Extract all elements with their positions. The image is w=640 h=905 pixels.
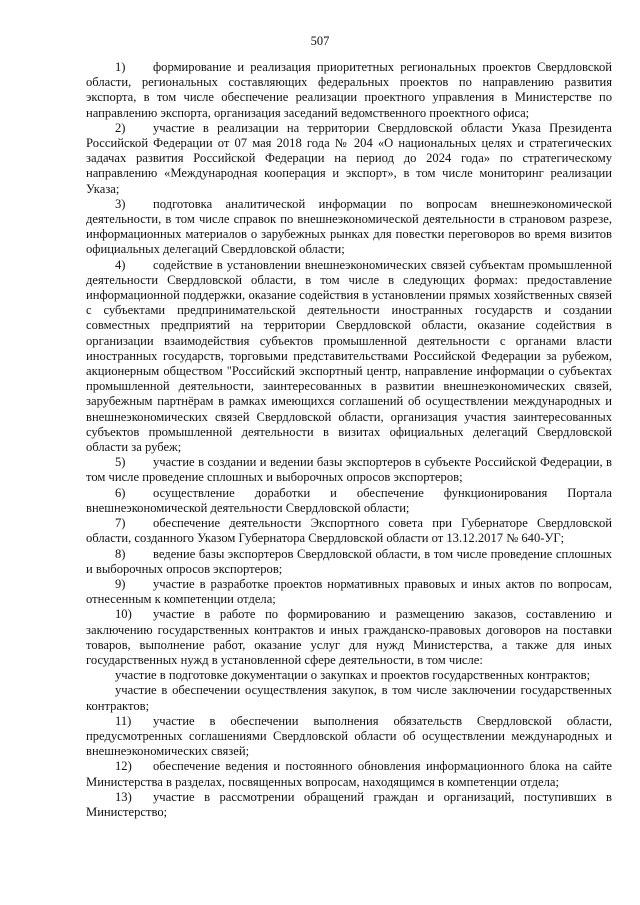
paragraph-13 bbox=[86, 790, 612, 820]
paragraph-9 bbox=[86, 577, 612, 607]
item-number: 11) bbox=[115, 713, 132, 728]
item-number: 4) bbox=[115, 257, 126, 272]
paragraph-text: подготовка аналитической информации по вопросам внешнеэкономической деятельности, в том числе справок по внешнеэкономической деятельности в страновом разрезе, информационных материалов о зарубежных рынках для повестки переговоров во время визитов официальных делегаций Свердловской области; bbox=[86, 196, 612, 257]
paragraph-text: обеспечение деятельности Экспортного совета при Губернаторе Свердловской области, созданного Указом Губернатора Свердловской области от 13.12.2017 № 640-УГ; bbox=[86, 516, 612, 546]
item-number: 10) bbox=[115, 607, 132, 622]
paragraph-text: участие в реализации на территории Свердловской области Указа Президента Российской Федерации от 07 мая 2018 года № 204 «О национальных целях и стратегических задачах развития Российской Федерации на период до 2024 года» по стратегическому направлению «Международная кооперация и экспорт», в том числе мониторинг реализации Указа; bbox=[86, 120, 612, 196]
item-number: 3) bbox=[115, 196, 126, 211]
paragraph-4 bbox=[86, 258, 612, 456]
document-body bbox=[86, 60, 612, 820]
paragraph-text: участие в обеспечении осуществления закупок, в том числе заключении государственных контрактов; bbox=[86, 683, 612, 713]
item-number: 5) bbox=[115, 455, 126, 470]
paragraph-text: участие в создании и ведении базы экспортеров в субъекте Российской Федерации, в том числе проведение сплошных и выборочных опросов экспортеров; bbox=[86, 455, 612, 485]
paragraph-text: участие в рассмотрении обращений граждан и организаций, поступивших в Министерство; bbox=[86, 789, 612, 819]
item-number: 8) bbox=[115, 546, 126, 561]
item-number: 12) bbox=[115, 759, 132, 774]
paragraph-5 bbox=[86, 455, 612, 485]
paragraph-1 bbox=[86, 60, 612, 121]
paragraph-text: формирование и реализация приоритетных региональных проектов Свердловской области, региональных составляющих федеральных проектов по направлению развития экспорта, в том числе обеспечение реализации проектного управления в Министерстве по направлению экспорта, организация заседаний ведомственного проектного офиса; bbox=[86, 60, 612, 120]
paragraph-7 bbox=[86, 516, 612, 546]
paragraph-8 bbox=[86, 547, 612, 577]
paragraph-2 bbox=[86, 121, 612, 197]
paragraph-text: участие в работе по формированию и размещению заказов, составлению и заключению государственных контрактов и иных гражданско-правовых договоров на поставки товаров, выполнение работ, оказание услуг для нужд Министерства, а также для иных государственных нужд в установленной сфере деятельности, в том числе: bbox=[86, 607, 612, 667]
paragraph-10-sub-2 bbox=[86, 683, 612, 713]
paragraph-10-sub-1 bbox=[86, 668, 612, 683]
paragraph-text: участие в обеспечении выполнения обязательств Свердловской области, предусмотренных соглашениями Свердловской области об осуществлении международных и внешнеэкономических связей; bbox=[86, 713, 612, 759]
item-number: 13) bbox=[115, 789, 132, 804]
paragraph-12 bbox=[86, 759, 612, 789]
paragraph-3 bbox=[86, 197, 612, 258]
paragraph-text: участие в подготовке документации о закупках и проектов государственных контрактов; bbox=[115, 668, 591, 683]
item-number: 2) bbox=[115, 120, 126, 135]
paragraph-text: осуществление доработки и обеспечение функционирования Портала внешнеэкономической деятельности Свердловской области; bbox=[86, 485, 612, 515]
item-number: 6) bbox=[115, 485, 126, 500]
paragraph-11 bbox=[86, 714, 612, 760]
item-number: 9) bbox=[115, 576, 126, 591]
paragraph-text: участие в разработке проектов нормативных правовых и иных актов по вопросам, отнесенным к компетенции отдела; bbox=[86, 576, 612, 607]
page-number: 507 bbox=[310, 34, 330, 48]
paragraph-text: ведение базы экспортеров Свердловской области, в том числе проведение сплошных и выборочных опросов экспортеров; bbox=[86, 546, 612, 576]
paragraph-text: обеспечение ведения и постоянного обновления информационного блока на сайте Министерства в разделах, посвященных вопросам, находящимся в компетенции отдела; bbox=[86, 759, 612, 789]
item-number: 7) bbox=[115, 516, 126, 531]
item-number: 1) bbox=[115, 60, 126, 74]
paragraph-6 bbox=[86, 486, 612, 516]
paragraph-10 bbox=[86, 607, 612, 668]
paragraph-text: содействие в установлении внешнеэкономических связей субъектам промышленной деятельности Свердловской области, в том числе в следующих формах: предоставление информационной поддержки, оказание содействия в установлении прямых хозяйственных связей с субъектами предпринимательской деятельности иностранных государств и создании совместных предприятий на территории Свердловской области, оказание содействия в организации взаимодействия субъектов промышленной деятельности с органами власти иностранных государств, торговыми представительствами Российской Федерации за рубежом, акционерным обществом "Российский экспортный центр, направление информации о субъектах промышленной деятельности, заинтересованных в развитии внешнеэкономических связей, зарубежным партнёрам в рамках имеющихся соглашений об осуществлении международных и внешнеэкономических связей Свердловской области, организация участия заинтересованных субъектов промышленной деятельности в визитах официальных делегаций Свердловской области за рубеж; bbox=[86, 257, 612, 455]
